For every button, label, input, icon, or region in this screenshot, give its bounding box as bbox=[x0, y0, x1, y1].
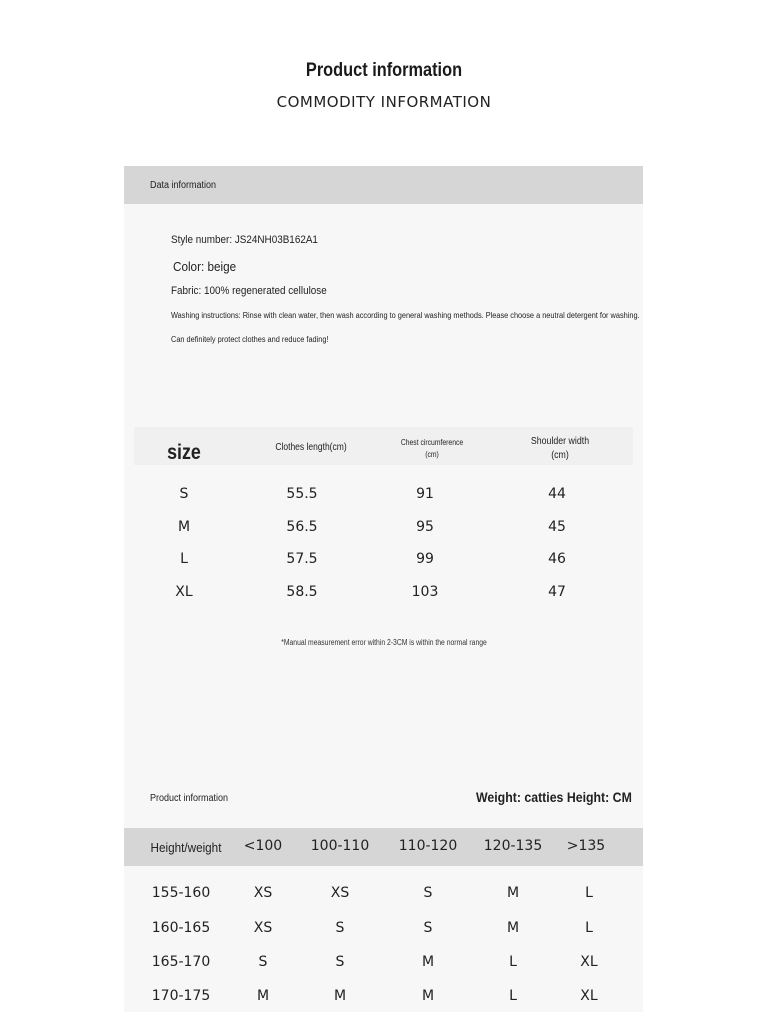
style-number: Style number: JS24NH03B162A1 bbox=[171, 234, 318, 246]
fit-cell: L bbox=[585, 885, 593, 901]
fit-cell: L bbox=[585, 920, 593, 936]
fit-cell: M bbox=[506, 920, 520, 936]
length-cell: 57.5 bbox=[286, 551, 318, 567]
height-cell: 155-160 bbox=[151, 885, 211, 901]
size-cell: XL bbox=[175, 584, 193, 600]
chest-header bbox=[390, 437, 475, 461]
shoulder-cell: 46 bbox=[548, 551, 566, 567]
measurement-note: *Manual measurement error within 2-3CM is within the normal range bbox=[281, 638, 487, 647]
length-cell: 55.5 bbox=[286, 486, 318, 502]
fit-cell: M bbox=[506, 885, 520, 901]
fit-cell: S bbox=[423, 920, 433, 936]
weight-header: >135 bbox=[566, 838, 606, 854]
fit-cell: S bbox=[335, 920, 345, 936]
weight-header: 120-135 bbox=[483, 838, 543, 854]
color-info: Color: beige bbox=[173, 259, 237, 274]
chest-header-line2: (cm) bbox=[425, 450, 439, 459]
height-cell: 170-175 bbox=[151, 988, 211, 1004]
fit-cell: XS bbox=[253, 885, 273, 901]
fit-cell: S bbox=[423, 885, 433, 901]
fit-cell: XS bbox=[253, 920, 273, 936]
fit-cell: L bbox=[509, 988, 517, 1004]
fit-cell: XL bbox=[580, 988, 598, 1004]
product-information-label: Product information bbox=[150, 793, 229, 804]
units-label: Weight: catties Height: CM bbox=[476, 789, 632, 805]
chest-header-line1: Chest circumference bbox=[400, 438, 464, 447]
shoulder-cell: 47 bbox=[548, 584, 566, 600]
size-cell: L bbox=[180, 551, 188, 567]
weight-header: 110-120 bbox=[398, 838, 458, 854]
fabric-info: Fabric: 100% regenerated cellulose bbox=[171, 285, 327, 297]
shoulder-cell: 45 bbox=[548, 519, 566, 535]
shoulder-header-line1: Shoulder width bbox=[530, 436, 590, 447]
length-cell: 56.5 bbox=[286, 519, 318, 535]
fit-cell: S bbox=[258, 954, 268, 970]
height-cell: 165-170 bbox=[151, 954, 211, 970]
data-information-label: Data information bbox=[150, 180, 217, 191]
height-weight-header: Height/weight bbox=[150, 840, 222, 855]
page-subtitle: COMMODITY INFORMATION bbox=[276, 93, 492, 111]
fit-cell: M bbox=[333, 988, 347, 1004]
length-cell: 58.5 bbox=[286, 584, 318, 600]
fit-cell: L bbox=[509, 954, 517, 970]
fit-cell: M bbox=[421, 954, 435, 970]
weight-header: 100-110 bbox=[310, 838, 370, 854]
shoulder-header-line2: (cm) bbox=[551, 450, 569, 461]
chest-cell: 103 bbox=[411, 584, 439, 600]
length-header: Clothes length(cm) bbox=[275, 442, 347, 453]
chest-cell: 99 bbox=[416, 551, 434, 567]
washing-instructions: Washing instructions: Rinse with clean water, then wash according to general washing methods. Please choose a neutral detergent for washing. bbox=[171, 311, 640, 320]
fit-cell: XL bbox=[580, 954, 598, 970]
data-information-bar bbox=[124, 166, 643, 204]
shoulder-header bbox=[516, 435, 604, 463]
shoulder-cell: 44 bbox=[548, 486, 566, 502]
size-cell: M bbox=[177, 519, 191, 535]
fit-cell: M bbox=[256, 988, 270, 1004]
size-header: size bbox=[167, 441, 201, 464]
care-note: Can definitely protect clothes and reduce fading! bbox=[171, 335, 329, 344]
fit-cell: XS bbox=[330, 885, 350, 901]
height-cell: 160-165 bbox=[151, 920, 211, 936]
fit-cell: M bbox=[421, 988, 435, 1004]
chest-cell: 95 bbox=[416, 519, 434, 535]
chest-cell: 91 bbox=[416, 486, 434, 502]
page-title: Product information bbox=[305, 60, 463, 81]
fit-cell: S bbox=[335, 954, 345, 970]
weight-header: <100 bbox=[243, 838, 283, 854]
size-cell: S bbox=[179, 486, 189, 502]
